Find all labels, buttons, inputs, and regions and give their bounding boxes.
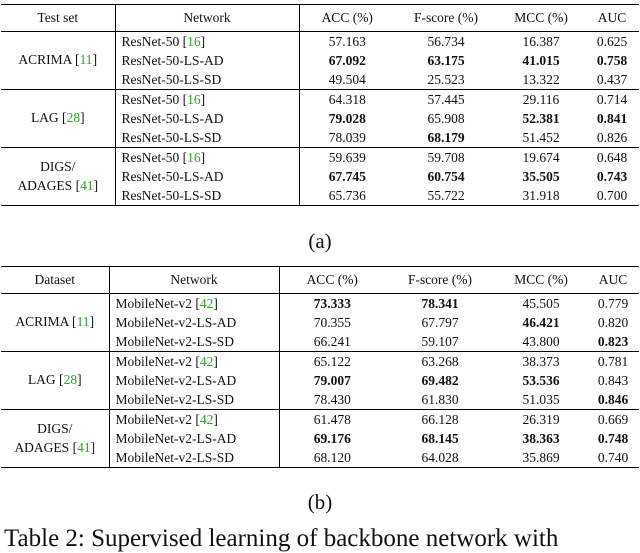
subcaption-b: (b) [307, 490, 333, 514]
metric-value: 70.355 [313, 314, 351, 330]
metric-value: 0.779 [597, 295, 629, 311]
column-header: Network [115, 5, 299, 32]
citation-bracket: ] [92, 52, 98, 68]
citation-ref: 42 [199, 353, 214, 369]
network-name: MobileNet-v2-LS-AD [115, 430, 237, 446]
dataset-group [1, 410, 639, 468]
network-name: ResNet-50-LS-SD [121, 187, 222, 203]
metric-value: 0.437 [596, 71, 628, 87]
network-name: MobileNet-v2 [ [115, 295, 200, 311]
column-header: Network [109, 267, 279, 294]
citation-bracket: ] [213, 295, 218, 311]
column-header: ACC (%) [306, 272, 358, 287]
network-name: ResNet-50 [ [121, 149, 188, 165]
network-cell [109, 313, 279, 332]
metric-value: 67.745 [328, 168, 366, 184]
metric-value: 0.648 [596, 149, 628, 165]
metric-value: 63.175 [427, 52, 465, 68]
metric-value: 41.015 [522, 52, 560, 68]
metric-value: 0.700 [596, 187, 628, 203]
metric-value: 35.505 [522, 168, 560, 184]
network-cell [109, 332, 279, 352]
metric-value: 64.028 [421, 449, 459, 465]
table-row [1, 352, 639, 372]
network-name: ResNet-50 [ [121, 91, 188, 107]
citation-ref: 28 [66, 110, 81, 126]
metric-value: 31.918 [522, 187, 560, 203]
metric-value: 65.736 [328, 187, 366, 203]
metric-value: 59.639 [328, 149, 366, 165]
metric-value: 38.373 [522, 353, 560, 369]
metric-value: 56.734 [427, 33, 465, 49]
dataset-group [1, 90, 639, 148]
citation-bracket: ] [200, 149, 206, 165]
citation-bracket: ] [200, 91, 206, 107]
metric-value: 46.421 [522, 314, 560, 330]
citation-ref: 42 [199, 411, 214, 427]
network-cell [115, 128, 299, 148]
network-cell [109, 448, 279, 468]
dataset-cell [1, 32, 115, 90]
citation-ref: 41 [80, 177, 94, 193]
column-header: Test set [1, 5, 115, 32]
network-name: MobileNet-v2-LS-AD [115, 372, 237, 388]
metric-value: 38.363 [522, 430, 560, 446]
metric-value: 79.028 [328, 110, 366, 126]
column-header: AUC [598, 272, 628, 287]
network-name: ResNet-50 [ [121, 33, 188, 49]
metric-value: 68.120 [313, 449, 351, 465]
citation-ref: 16 [187, 33, 201, 49]
metric-value: 61.478 [313, 411, 351, 427]
network-cell [115, 186, 299, 206]
dataset-name: LAG [ [30, 110, 67, 126]
citation-bracket: ] [93, 177, 99, 193]
metric-value: 0.820 [597, 314, 629, 330]
network-name: MobileNet-v2-LS-SD [115, 333, 234, 349]
network-cell [109, 352, 279, 372]
metric-value: 0.781 [597, 353, 629, 369]
table-a-header [1, 5, 639, 32]
metric-value: 13.322 [522, 71, 560, 87]
metric-value: 25.523 [427, 71, 465, 87]
subcaption-a: (a) [308, 229, 332, 253]
table-row [1, 294, 639, 314]
dataset-cell [1, 148, 115, 206]
network-cell [109, 429, 279, 448]
table-row [1, 32, 639, 52]
network-cell [115, 90, 299, 110]
network-cell [115, 167, 299, 186]
citation-ref: 42 [199, 295, 214, 311]
metric-value: 63.268 [421, 353, 459, 369]
metric-value: 60.754 [427, 168, 465, 184]
metric-value: 0.740 [597, 449, 629, 465]
metric-value: 51.452 [522, 129, 560, 145]
column-header: Dataset [1, 267, 109, 294]
metric-value: 68.179 [427, 129, 465, 145]
network-cell [109, 371, 279, 390]
table-row [1, 148, 639, 168]
metric-value: 57.163 [328, 33, 366, 49]
metric-value: 0.826 [596, 129, 628, 145]
column-header: F-score (%) [413, 10, 479, 25]
citation-bracket: ] [213, 353, 218, 369]
network-name: MobileNet-v2-LS-SD [115, 391, 234, 407]
dataset-cell [1, 90, 115, 148]
network-name: ResNet-50-LS-AD [121, 168, 224, 184]
dataset-group [1, 294, 639, 352]
metric-value: 67.797 [421, 314, 459, 330]
metric-value: 66.241 [313, 333, 351, 349]
citation-bracket: ] [89, 314, 95, 330]
metric-value: 78.341 [421, 295, 459, 311]
dataset-name: ADAGES [ [14, 439, 78, 455]
metric-value: 67.092 [328, 52, 366, 68]
results-table-b [1, 266, 639, 468]
citation-ref: 11 [79, 52, 93, 68]
dataset-group [1, 352, 639, 410]
citation-ref: 28 [63, 372, 78, 388]
metric-value: 0.625 [596, 33, 628, 49]
metric-value: 73.333 [313, 295, 351, 311]
metric-value: 59.107 [421, 333, 459, 349]
network-name: ResNet-50-LS-AD [121, 110, 224, 126]
metric-value: 0.669 [597, 411, 629, 427]
network-name: MobileNet-v2-LS-SD [115, 449, 234, 465]
metric-value: 0.841 [596, 110, 628, 126]
dataset-name: ACRIMA [ [15, 314, 77, 330]
column-header: AUC [597, 10, 627, 25]
dataset-group [1, 32, 639, 90]
metric-value: 49.504 [328, 71, 366, 87]
metric-value: 0.843 [597, 372, 629, 388]
dataset-name: ADAGES [ [17, 177, 81, 193]
metric-value: 59.708 [427, 149, 465, 165]
metric-value: 35.869 [522, 449, 560, 465]
metric-value: 0.846 [597, 391, 629, 407]
metric-value: 26.319 [522, 411, 560, 427]
metric-value: 0.823 [597, 333, 629, 349]
metric-value: 65.122 [313, 353, 351, 369]
network-cell [115, 109, 299, 128]
column-header: MCC (%) [514, 10, 568, 25]
metric-value: 19.674 [522, 149, 560, 165]
network-cell [115, 148, 299, 168]
metric-value: 78.039 [328, 129, 366, 145]
column-header: F-score (%) [407, 272, 473, 287]
table-row [1, 90, 639, 110]
column-header: ACC (%) [321, 10, 373, 25]
metric-value: 53.536 [522, 372, 560, 388]
metric-value: 51.035 [522, 391, 560, 407]
citation-ref: 41 [77, 439, 91, 455]
metric-value: 79.007 [313, 372, 351, 388]
citation-bracket: ] [80, 110, 85, 126]
dataset-cell [1, 410, 109, 468]
metric-value: 57.445 [427, 91, 465, 107]
metric-value: 29.116 [522, 91, 560, 107]
metric-value: 0.748 [597, 430, 629, 446]
metric-value: 16.387 [522, 33, 560, 49]
citation-ref: 11 [76, 314, 90, 330]
network-name: MobileNet-v2 [ [115, 353, 200, 369]
network-cell [109, 410, 279, 430]
column-header: MCC (%) [514, 272, 568, 287]
metric-value: 45.505 [522, 295, 560, 311]
metric-value: 0.758 [596, 52, 628, 68]
citation-ref: 16 [187, 91, 201, 107]
network-name: MobileNet-v2-LS-AD [115, 314, 237, 330]
dataset-name-line: DIGS/ [37, 421, 73, 437]
metric-value: 66.128 [421, 411, 459, 427]
dataset-cell [1, 294, 109, 352]
table-row [1, 410, 639, 430]
citation-bracket: ] [90, 439, 96, 455]
network-cell [115, 32, 299, 52]
metric-value: 69.482 [421, 372, 459, 388]
citation-bracket: ] [213, 411, 218, 427]
metric-value: 0.714 [596, 91, 628, 107]
dataset-name-line: DIGS/ [40, 159, 76, 175]
network-cell [109, 390, 279, 410]
network-name: ResNet-50-LS-SD [121, 129, 222, 145]
dataset-name: LAG [ [27, 372, 64, 388]
results-table-a [1, 4, 639, 206]
metric-value: 55.722 [427, 187, 465, 203]
metric-value: 0.743 [596, 168, 628, 184]
metric-value: 61.830 [421, 391, 459, 407]
network-name: ResNet-50-LS-SD [121, 71, 222, 87]
table-caption: Table 2: Supervised learning of backbone network with [4, 525, 559, 552]
network-name: ResNet-50-LS-AD [121, 52, 224, 68]
network-cell [115, 70, 299, 90]
metric-value: 43.800 [522, 333, 560, 349]
citation-ref: 16 [187, 149, 201, 165]
metric-value: 78.430 [313, 391, 351, 407]
metric-value: 65.908 [427, 110, 465, 126]
network-name: MobileNet-v2 [ [115, 411, 200, 427]
metric-value: 68.145 [421, 430, 459, 446]
metric-value: 69.176 [313, 430, 351, 446]
citation-bracket: ] [77, 372, 82, 388]
metric-value: 64.318 [328, 91, 366, 107]
network-cell [109, 294, 279, 314]
citation-bracket: ] [200, 33, 206, 49]
table-b-header [1, 267, 639, 294]
metric-value: 52.381 [522, 110, 560, 126]
dataset-name: ACRIMA [ [18, 52, 80, 68]
network-cell [115, 51, 299, 70]
dataset-group [1, 148, 639, 206]
dataset-cell [1, 352, 109, 410]
